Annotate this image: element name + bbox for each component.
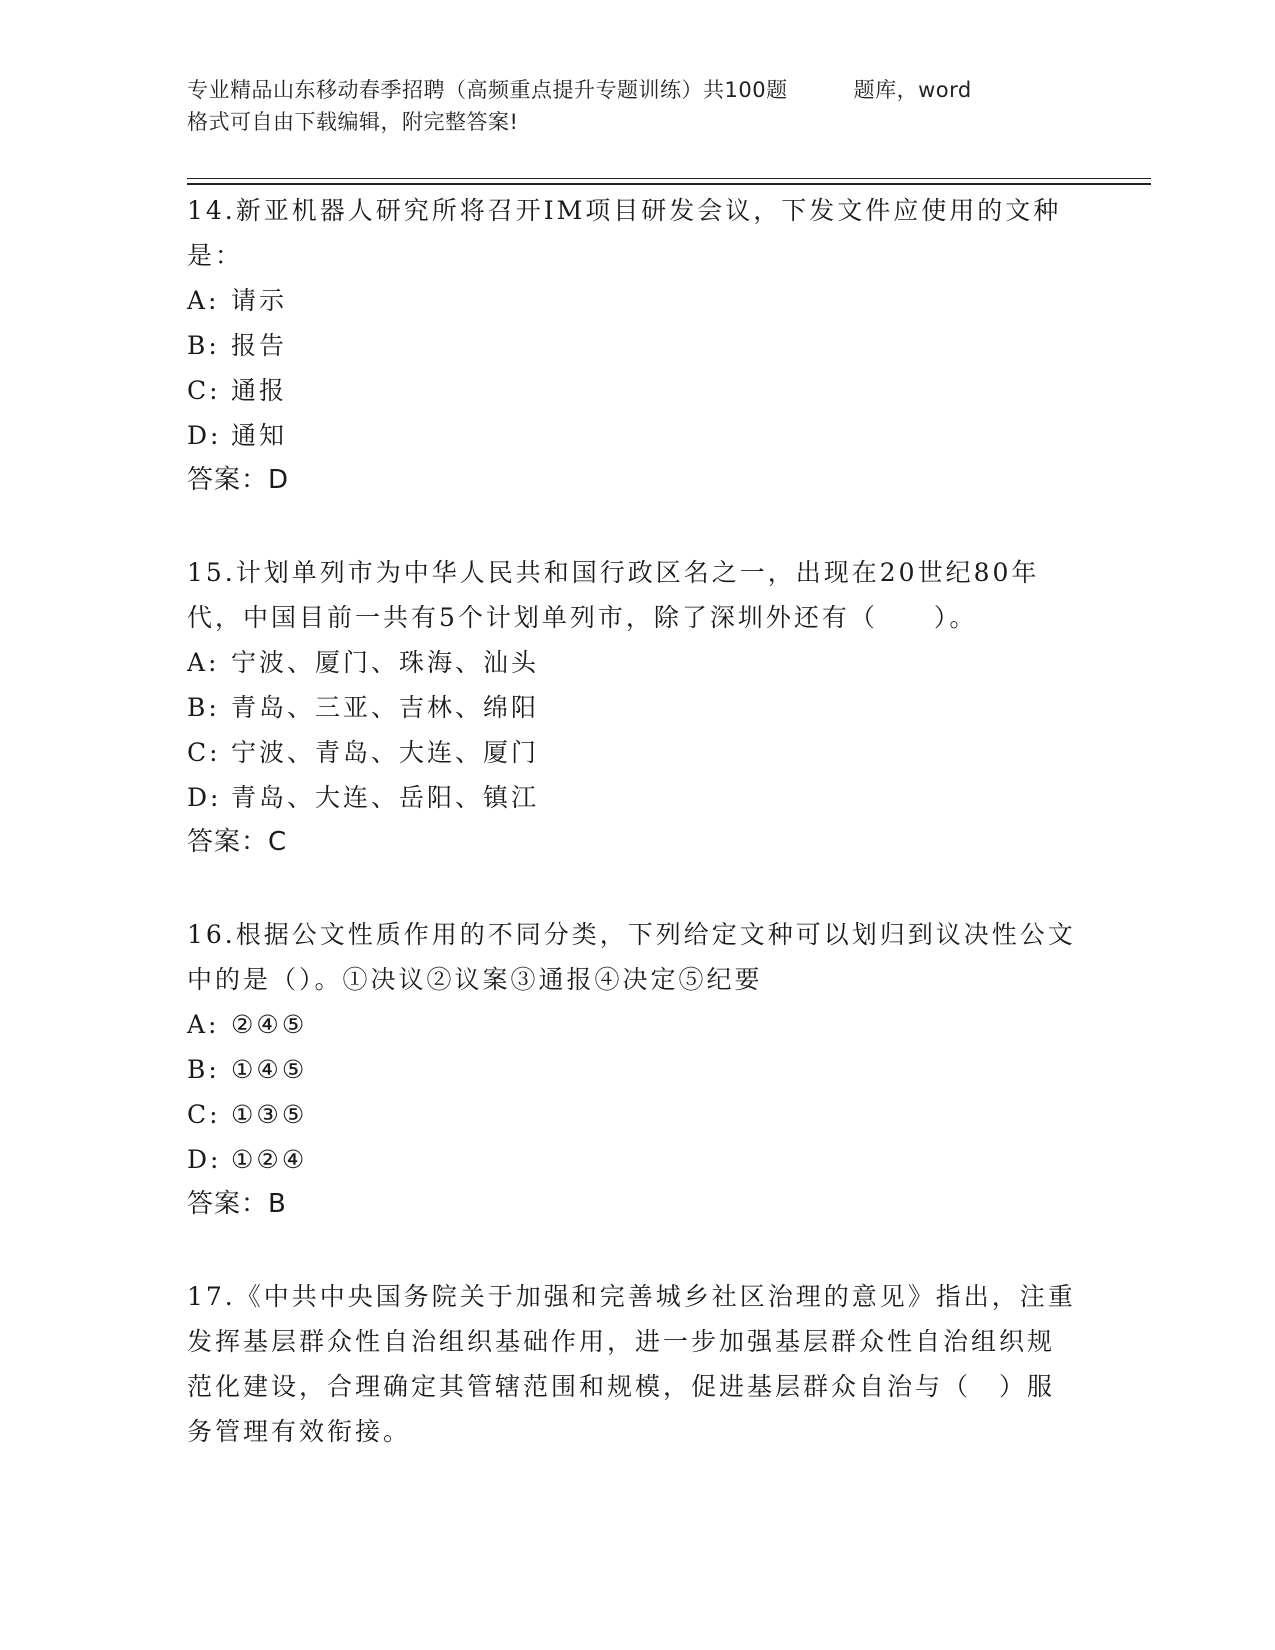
option-text: 宁波、青岛、大连、厦门 — [231, 738, 540, 767]
option-d — [187, 1137, 1077, 1182]
option-key: A: — [187, 1010, 220, 1039]
option-key: A: — [187, 648, 220, 677]
answer-line: 答案：C — [187, 827, 288, 857]
question-stem: 14.新亚机器人研究所将召开IM项目研发会议，下发文件应使用的文种是： — [187, 196, 1062, 270]
option-key: A: — [187, 286, 220, 315]
option-key: D: — [187, 421, 222, 450]
header-line-2: 格式可自由下载编辑，附完整答案! — [187, 110, 519, 134]
option-text: 宁波、厦门、珠海、汕头 — [231, 648, 540, 677]
header-divider-thick — [187, 183, 1151, 185]
option-b — [187, 685, 1077, 730]
option-key: B: — [187, 1055, 220, 1084]
option-b — [187, 1047, 1077, 1092]
option-key: C: — [187, 738, 221, 767]
option-key: D: — [187, 1145, 222, 1174]
header-title-tail: 题库，word — [853, 78, 972, 102]
option-text: 青岛、大连、岳阳、镇江 — [231, 783, 540, 812]
header-line-1 — [187, 74, 1087, 106]
option-text: 通报 — [231, 376, 288, 405]
option-a — [187, 640, 1077, 685]
question-14 — [187, 188, 1077, 503]
option-d — [187, 775, 1077, 820]
question-17 — [187, 1274, 1077, 1454]
question-stem: 15.计划单列市为中华人民共和国行政区名之一，出现在20世纪80年代，中国目前一共有5个计划单列市，除了深圳外还有（ ）。 — [187, 558, 1040, 632]
question-stem: 16.根据公文性质作用的不同分类，下列给定文种可以划归到议决性公文中的是（）。①决议②议案③通报④决定⑤纪要 — [187, 920, 1076, 994]
header-title: 专业精品山东移动春季招聘（高频重点提升专题训练）共100题 — [187, 78, 788, 102]
answer-line: 答案：D — [187, 465, 290, 495]
option-a — [187, 1002, 1077, 1047]
option-c — [187, 368, 1077, 413]
option-text: ①②④ — [231, 1145, 308, 1174]
answer-line: 答案：B — [187, 1189, 287, 1219]
option-c — [187, 1092, 1077, 1137]
option-text: 通知 — [231, 421, 288, 450]
option-key: C: — [187, 1100, 221, 1129]
option-d — [187, 413, 1077, 458]
option-text: ②④⑤ — [231, 1010, 308, 1039]
option-key: B: — [187, 331, 220, 360]
option-text: ①④⑤ — [231, 1055, 308, 1084]
option-text: 请示 — [231, 286, 288, 315]
question-16 — [187, 912, 1077, 1227]
option-text: 青岛、三亚、吉林、绵阳 — [231, 693, 540, 722]
header-divider-thin — [187, 178, 1151, 179]
option-text: 报告 — [231, 331, 288, 360]
question-list — [187, 188, 1077, 1501]
question-15 — [187, 550, 1077, 865]
option-key: C: — [187, 376, 221, 405]
option-b — [187, 323, 1077, 368]
option-c — [187, 730, 1077, 775]
option-a — [187, 278, 1077, 323]
option-text: ①③⑤ — [231, 1100, 308, 1129]
question-stem: 17.《中共中央国务院关于加强和完善城乡社区治理的意见》指出，注重发挥基层群众性自治组织基础作用，进一步加强基层群众性自治组织规范化建设，合理确定其管辖范围和规模，促进基层群众自治与（ ）服务管理有效衔接。 — [187, 1282, 1076, 1446]
option-key: D: — [187, 783, 222, 812]
option-key: B: — [187, 693, 220, 722]
page-header — [187, 74, 1087, 138]
